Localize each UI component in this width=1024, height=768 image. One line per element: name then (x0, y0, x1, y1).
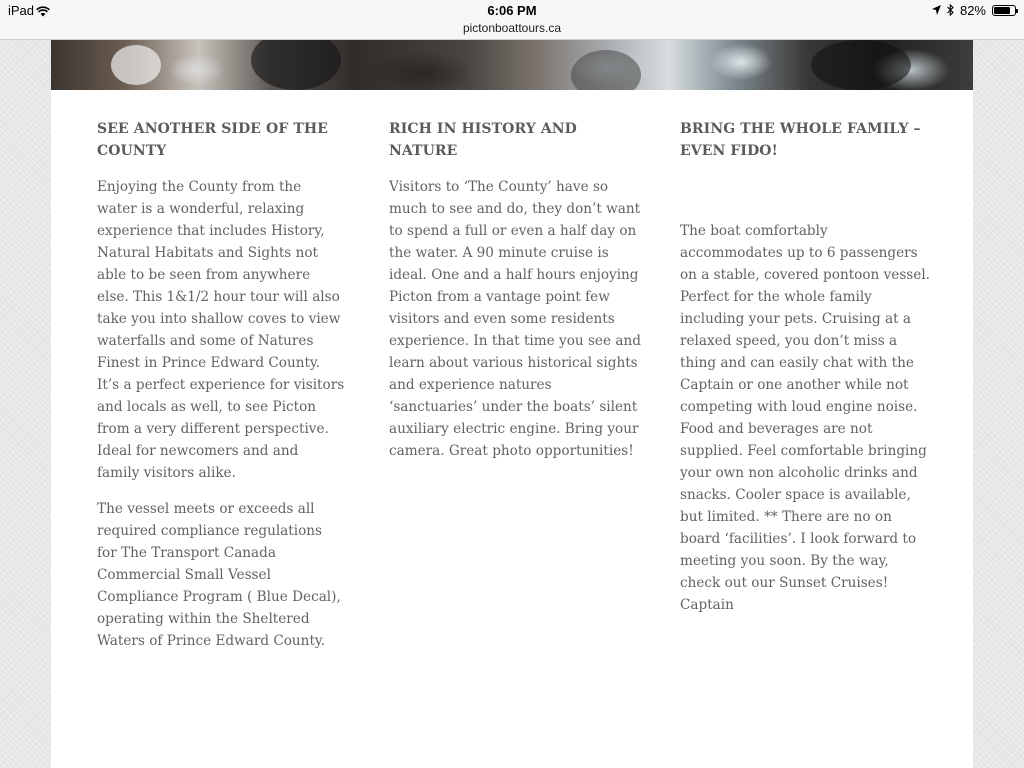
status-bar (0, 0, 1024, 40)
device-name: iPad (8, 3, 35, 18)
column-heading: SEE ANOTHER SIDE OF THE COUNTY (97, 121, 328, 159)
hero-shadow (251, 40, 341, 90)
column-heading: BRING THE WHOLE FAMILY – EVEN FIDO! (680, 121, 921, 159)
battery-percent: 82% (959, 2, 986, 18)
column-see-another-side (97, 118, 345, 652)
status-indicators (932, 3, 1016, 17)
column-rich-in-history (389, 118, 641, 462)
location-arrow-icon (932, 5, 941, 15)
column-paragraph: The vessel meets or exceeds all required compliance regulations for The Transport Canada Commercial Small Vessel Compliance Program ( Blue Decal), operating within the Sheltered Waters of Prince Edward County. (97, 501, 341, 649)
battery-level (994, 7, 1010, 14)
column-heading: RICH IN HISTORY AND NATURE (389, 121, 577, 159)
hero-image (51, 40, 973, 90)
column-paragraph: Visitors to ‘The County’ have so much to see and do, they don’t want to spend a full or even a half day on the water. A 90 minute cruise is ideal. One and a half hours enjoying Picton from a vantage point few visitors and even some residents experience. In that time you see and learn about various historical sights and experience natures ‘sanctuaries’ under the boats’ silent auxiliary electric engine. Bring your camera. Great photo opportunities! (389, 179, 641, 459)
hero-shadow (811, 40, 911, 90)
column-paragraph: The boat comfortably accommodates up to 6 passengers on a stable, covered pontoon vessel. Perfect for the whole family including your pets. Cruising at a relaxed speed, you don’t miss a thing and can easily chat with the Captain or one another while not competing with loud engine noise. Food and beverages are not supplied. Feel comfortable bringing your own non alcoholic drinks and snacks. Cooler space is available, but limited. ** There are no on board ‘facilities’. I look forward to meeting you soon. By the way, check out our Sunset Cruises! Captain (680, 223, 930, 613)
bluetooth-icon (947, 4, 954, 16)
battery-icon (992, 5, 1016, 16)
column-paragraph: Enjoying the County from the water is a wonderful, relaxing experience that includes History, Natural Habitats and Sights not able to be seen from anywhere else. This 1&1/2 hour tour will also take you into shallow coves to view waterfalls and some of Natures Finest in Prince Edward County. It’s a perfect experience for visitors and locals as well, to see Picton from a very different perspective. Ideal for newcomers and and family visitors alike. (97, 179, 345, 481)
hero-highlight (111, 45, 161, 85)
address-bar-url[interactable]: pictonboattours.ca (462, 21, 562, 35)
content-card (51, 40, 973, 768)
column-whole-family (680, 118, 932, 616)
clock: 6:06 PM (487, 3, 537, 18)
hero-shadow (571, 50, 641, 90)
